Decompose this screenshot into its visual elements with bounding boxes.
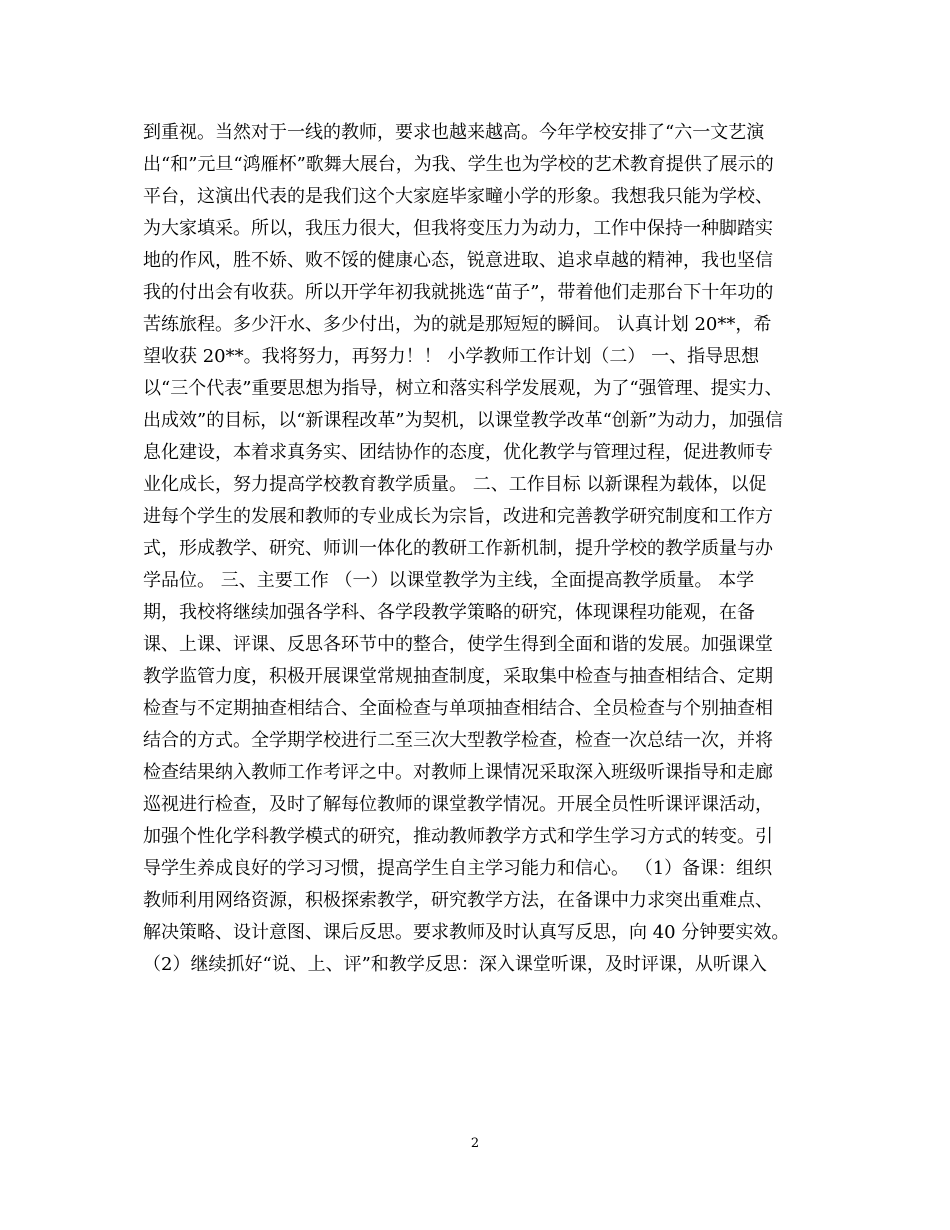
text-line: 为大家填采。所以，我压力很大，但我将变压力为动力，工作中保持一种脚踏实 <box>143 218 773 239</box>
text-line: 解决策略、设计意图、课后反思。要求教师及时认真写反思，向 40 分钟要实效。 <box>143 922 790 943</box>
text-line: 地的作风，胜不娇、败不馁的健康心态，锐意进取、追求卓越的精神，我也坚信 <box>143 250 773 271</box>
text-line: 平台，这演出代表的是我们这个大家庭毕家疃小学的形象。我想我只能为学校、 <box>143 186 773 207</box>
text-line: 教师利用网络资源，积极探索教学，研究教学方法，在备课中力求突出重难点、 <box>143 890 773 911</box>
text-line: 出“和”元旦“鸿雁杯”歌舞大展台，为我、学生也为学校的艺术教育提供了展示的 <box>143 154 774 175</box>
text-line: 到重视。当然对于一线的教师，要求也越来越高。今年学校安排了“六一文艺演 <box>143 122 765 143</box>
text-line: 我的付出会有收获。所以开学年初我就挑选“苗子”，带着他们走那台下十年功的 <box>143 282 774 303</box>
text-line: 期，我校将继续加强各学科、各学段教学策略的研究，体现课程功能观，在备 <box>143 602 755 623</box>
page-number: 2 <box>470 1136 480 1151</box>
text-line: 教学监管力度，积极开展课堂常规抽查制度，采取集中检查与抽查相结合、定期 <box>143 666 773 687</box>
text-line: 导学生养成良好的学习习惯，提高学生自主学习能力和信心。 （1）备课：组织 <box>143 858 773 879</box>
text-line: 检查结果纳入教师工作考评之中。对教师上课情况采取深入班级听课指导和走廊 <box>143 762 773 783</box>
text-line: 课、上课、评课、反思各环节中的整合，使学生得到全面和谐的发展。加强课堂 <box>143 634 773 655</box>
text-line: 式，形成教学、研究、师训一体化的教研工作新机制，提升学校的教学质量与办 <box>143 538 773 559</box>
text-line: 息化建设，本着求真务实、团结协作的态度，优化教学与管理过程，促进教师专 <box>143 442 773 463</box>
text-line: 以“三个代表”重要思想为指导，树立和落实科学发展观，为了“强管理、提实力、 <box>143 378 783 399</box>
text-line: 望收获 20**。我将努力，再努力！！ 小学教师工作计划（二） 一、指导思想 <box>143 346 760 367</box>
text-line: 加强个性化学科教学模式的研究，推动教师教学方式和学生学习方式的转变。引 <box>143 826 773 847</box>
text-line: 检查与不定期抽查相结合、全面检查与单项抽查相结合、全员检查与个别抽查相 <box>143 698 773 719</box>
text-line: 巡视进行检查，及时了解每位教师的课堂教学情况。开展全员性听课评课活动， <box>143 794 773 815</box>
text-line: 结合的方式。全学期学校进行二至三次大型教学检查，检查一次总结一次，并将 <box>143 730 773 751</box>
text-line: 学品位。 三、主要工作 （一）以课堂教学为主线，全面提高教学质量。 本学 <box>143 570 755 591</box>
body-text <box>143 117 818 981</box>
text-line: 苦练旅程。多少汗水、多少付出，为的就是那短短的瞬间。 认真计划 20**，希 <box>143 314 772 335</box>
text-line: 业化成长，努力提高学校教育教学质量。 二、工作目标 以新课程为载体，以促 <box>143 474 767 495</box>
text-line: 出成效”的目标，以“新课程改革”为契机，以课堂教学改革“创新”为动力，加强信 <box>143 410 784 431</box>
text-line: （2）继续抓好“说、上、评”和教学反思：深入课堂听课，及时评课，从听课入 <box>143 954 767 975</box>
text-line: 进每个学生的发展和教师的专业成长为宗旨，改进和完善教学研究制度和工作方 <box>143 506 773 527</box>
